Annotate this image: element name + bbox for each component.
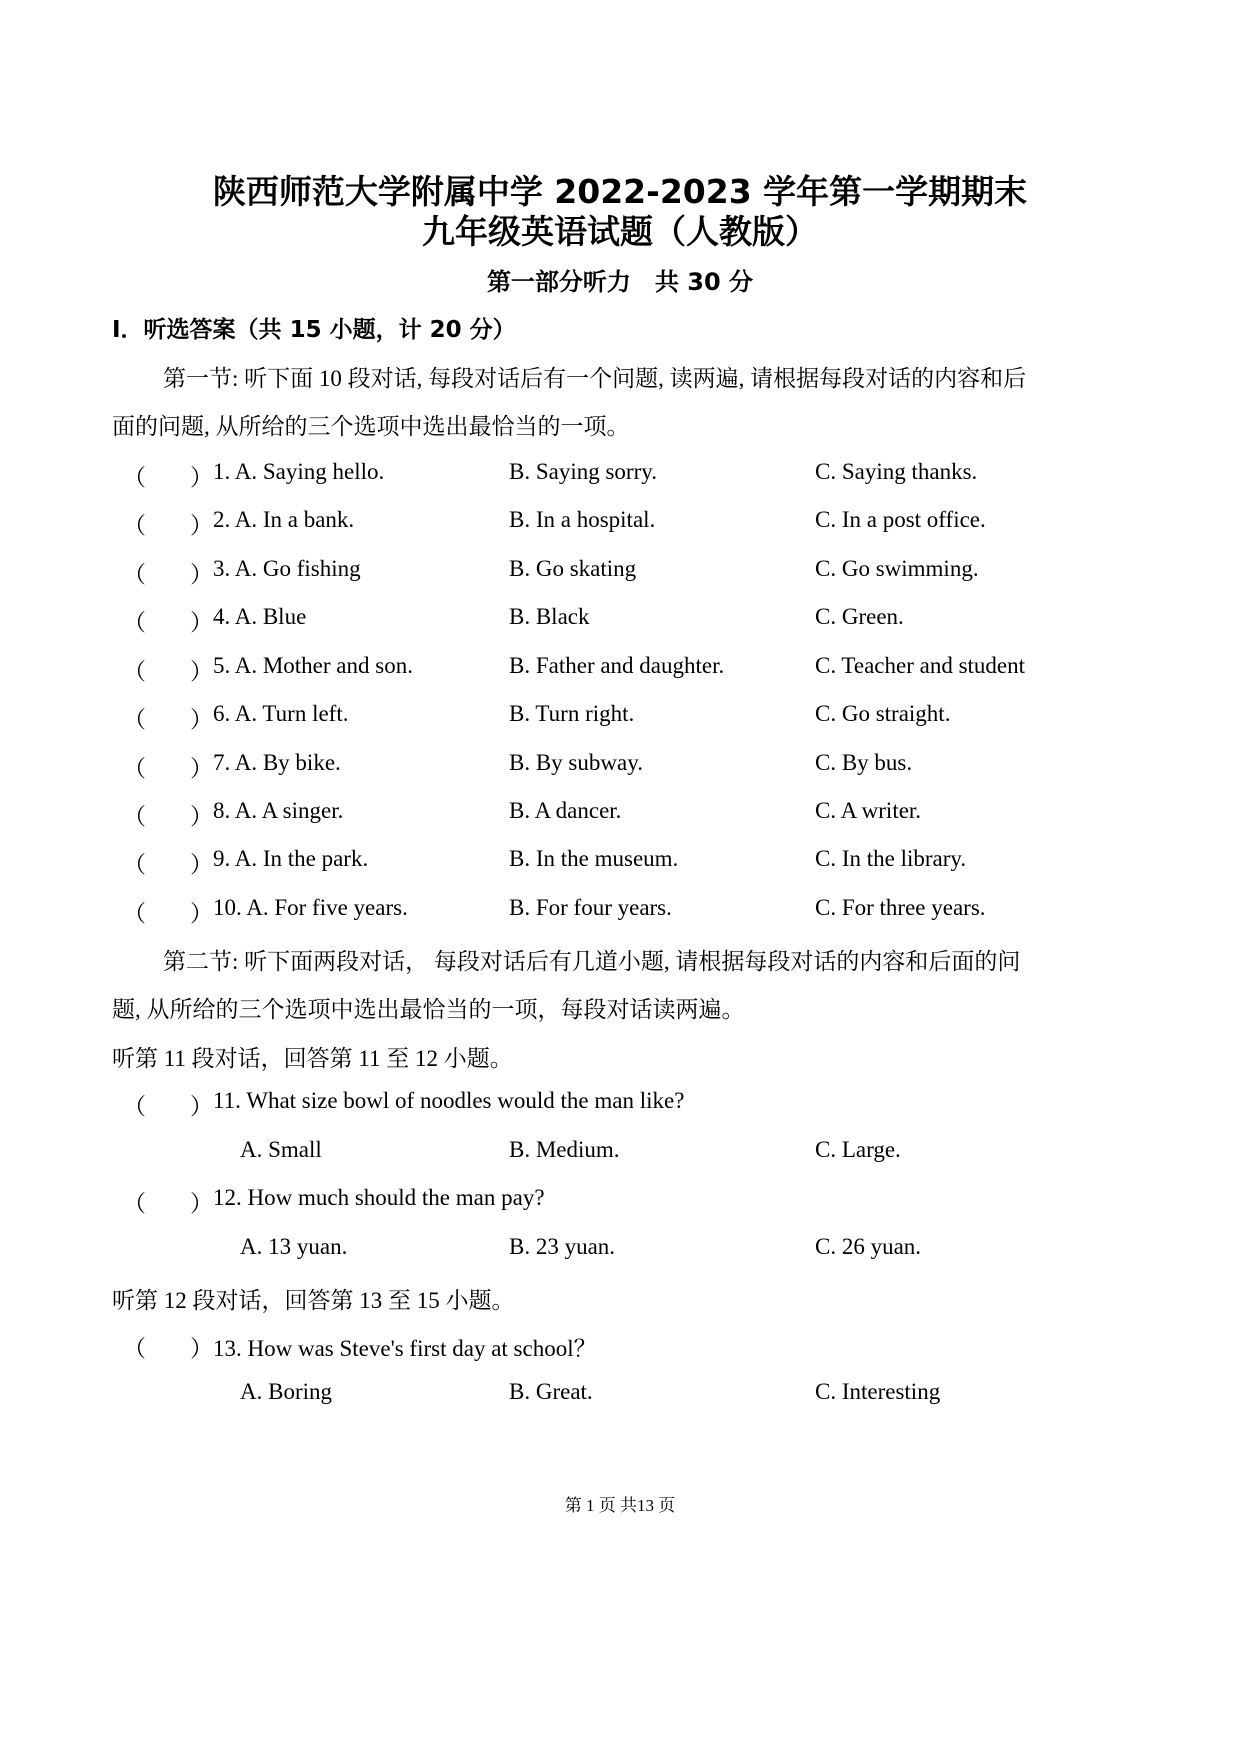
question-option-c: C. In a post office. <box>815 507 986 532</box>
question-option-a: 4. A. Blue <box>213 604 307 629</box>
question-option-a: 10. A. For five years. <box>213 895 408 920</box>
dialog12-instruction: 听第 12 段对话，回答第 13 至 15 小题。 <box>112 1288 515 1313</box>
question-option-c: C. 26 yuan. <box>815 1234 922 1259</box>
question-option-a: A. Boring <box>240 1379 332 1404</box>
question-option-b: B. By subway. <box>509 750 643 775</box>
answer-paren-left: （ <box>123 1336 146 1361</box>
question-option-b: B. Turn right. <box>509 701 635 726</box>
section1-intro-line2: 面的问题, 从所给的三个选项中选出最恰当的一项。 <box>112 414 630 439</box>
section-heading: Ⅰ．听选答案（共 15 小题，计 20 分） <box>112 317 516 343</box>
answer-paren-right: ） <box>190 1191 213 1216</box>
question-option-b: B. A dancer. <box>509 798 622 823</box>
answer-paren-right: ） <box>190 852 213 877</box>
answer-paren-right: ） <box>190 1336 213 1361</box>
question-option-c: C. A writer. <box>815 798 922 823</box>
answer-paren-right: ） <box>190 513 213 538</box>
question-option-c: C. In the library. <box>815 846 967 871</box>
answer-paren-left: （ <box>123 1191 146 1216</box>
question-option-a: 1. A. Saying hello. <box>213 459 385 484</box>
question-option-a: 5. A. Mother and son. <box>213 653 413 678</box>
question-option-a: A. Small <box>240 1137 322 1162</box>
answer-paren-left: （ <box>123 1094 146 1119</box>
question-option-c: C. By bus. <box>815 750 913 775</box>
answer-paren-left: （ <box>123 562 146 587</box>
answer-paren-right: ） <box>190 804 213 829</box>
answer-paren-left: （ <box>123 852 146 877</box>
question-option-b: B. Medium. <box>509 1137 620 1162</box>
section1-intro-line1: 第一节: 听下面 10 段对话, 每段对话后有一个问题, 读两遍, 请根据每段对话的内容和后 <box>163 366 1027 391</box>
question-option-c: C. Saying thanks. <box>815 459 978 484</box>
question-text: 12. How much should the man pay? <box>213 1185 545 1210</box>
question-text: 11. What size bowl of noodles would the man like? <box>213 1088 685 1113</box>
question-option-c: C. Interesting <box>815 1379 941 1404</box>
answer-paren-right: ） <box>190 659 213 684</box>
question-option-a: 3. A. Go fishing <box>213 556 361 581</box>
answer-paren-right: ） <box>190 465 213 490</box>
question-option-b: B. In the museum. <box>509 846 679 871</box>
answer-paren-left: （ <box>123 659 146 684</box>
section2-intro-line2: 题, 从所给的三个选项中选出最恰当的一项，每段对话读两遍。 <box>112 997 745 1022</box>
question-option-c: C. Teacher and student <box>815 653 1026 678</box>
dialog11-instruction: 听第 11 段对话，回答第 11 至 12 小题。 <box>112 1046 513 1071</box>
question-option-a: 6. A. Turn left. <box>213 701 349 726</box>
question-text: 13. How was Steve's first day at school？ <box>213 1336 597 1361</box>
question-option-a: A. 13 yuan. <box>240 1234 348 1259</box>
part-title: 第一部分听力 共 30 分 <box>486 268 754 296</box>
question-option-c: C. For three years. <box>815 895 986 920</box>
answer-paren-right: ） <box>190 756 213 781</box>
question-option-a: 7. A. By bike. <box>213 750 341 775</box>
answer-paren-left: （ <box>123 610 146 635</box>
question-option-b: B. For four years. <box>509 895 672 920</box>
answer-paren-left: （ <box>123 707 146 732</box>
answer-paren-left: （ <box>123 804 146 829</box>
question-option-b: B. Great. <box>509 1379 593 1404</box>
question-option-b: B. Saying sorry. <box>509 459 658 484</box>
question-option-a: 8. A. A singer. <box>213 798 344 823</box>
answer-paren-right: ） <box>190 707 213 732</box>
answer-paren-right: ） <box>190 901 213 926</box>
question-option-a: 9. A. In the park. <box>213 846 369 871</box>
question-option-c: C. Go straight. <box>815 701 951 726</box>
answer-paren-right: ） <box>190 562 213 587</box>
answer-paren-left: （ <box>123 901 146 926</box>
section2-intro-line1: 第二节: 听下面两段对话， 每段对话后有几道小题, 请根据每段对话的内容和后面的问 <box>163 949 1021 974</box>
question-option-b: B. Go skating <box>509 556 637 581</box>
exam-subtitle: 九年级英语试题（人教版） <box>422 212 818 251</box>
question-option-b: B. In a hospital. <box>509 507 656 532</box>
exam-title: 陕西师范大学附属中学 2022-2023 学年第一学期期末 <box>212 172 1028 211</box>
page-footer: 第 1 页 共13 页 <box>564 1496 676 1515</box>
answer-paren-left: （ <box>123 465 146 490</box>
question-option-c: C. Large. <box>815 1137 901 1162</box>
question-option-a: 2. A. In a bank. <box>213 507 355 532</box>
question-option-b: B. Father and daughter. <box>509 653 725 678</box>
question-option-c: C. Go swimming. <box>815 556 979 581</box>
answer-paren-right: ） <box>190 1094 213 1119</box>
question-option-b: B. Black <box>509 604 590 629</box>
question-option-c: C. Green. <box>815 604 904 629</box>
answer-paren-left: （ <box>123 513 146 538</box>
answer-paren-left: （ <box>123 756 146 781</box>
answer-paren-right: ） <box>190 610 213 635</box>
question-option-b: B. 23 yuan. <box>509 1234 616 1259</box>
